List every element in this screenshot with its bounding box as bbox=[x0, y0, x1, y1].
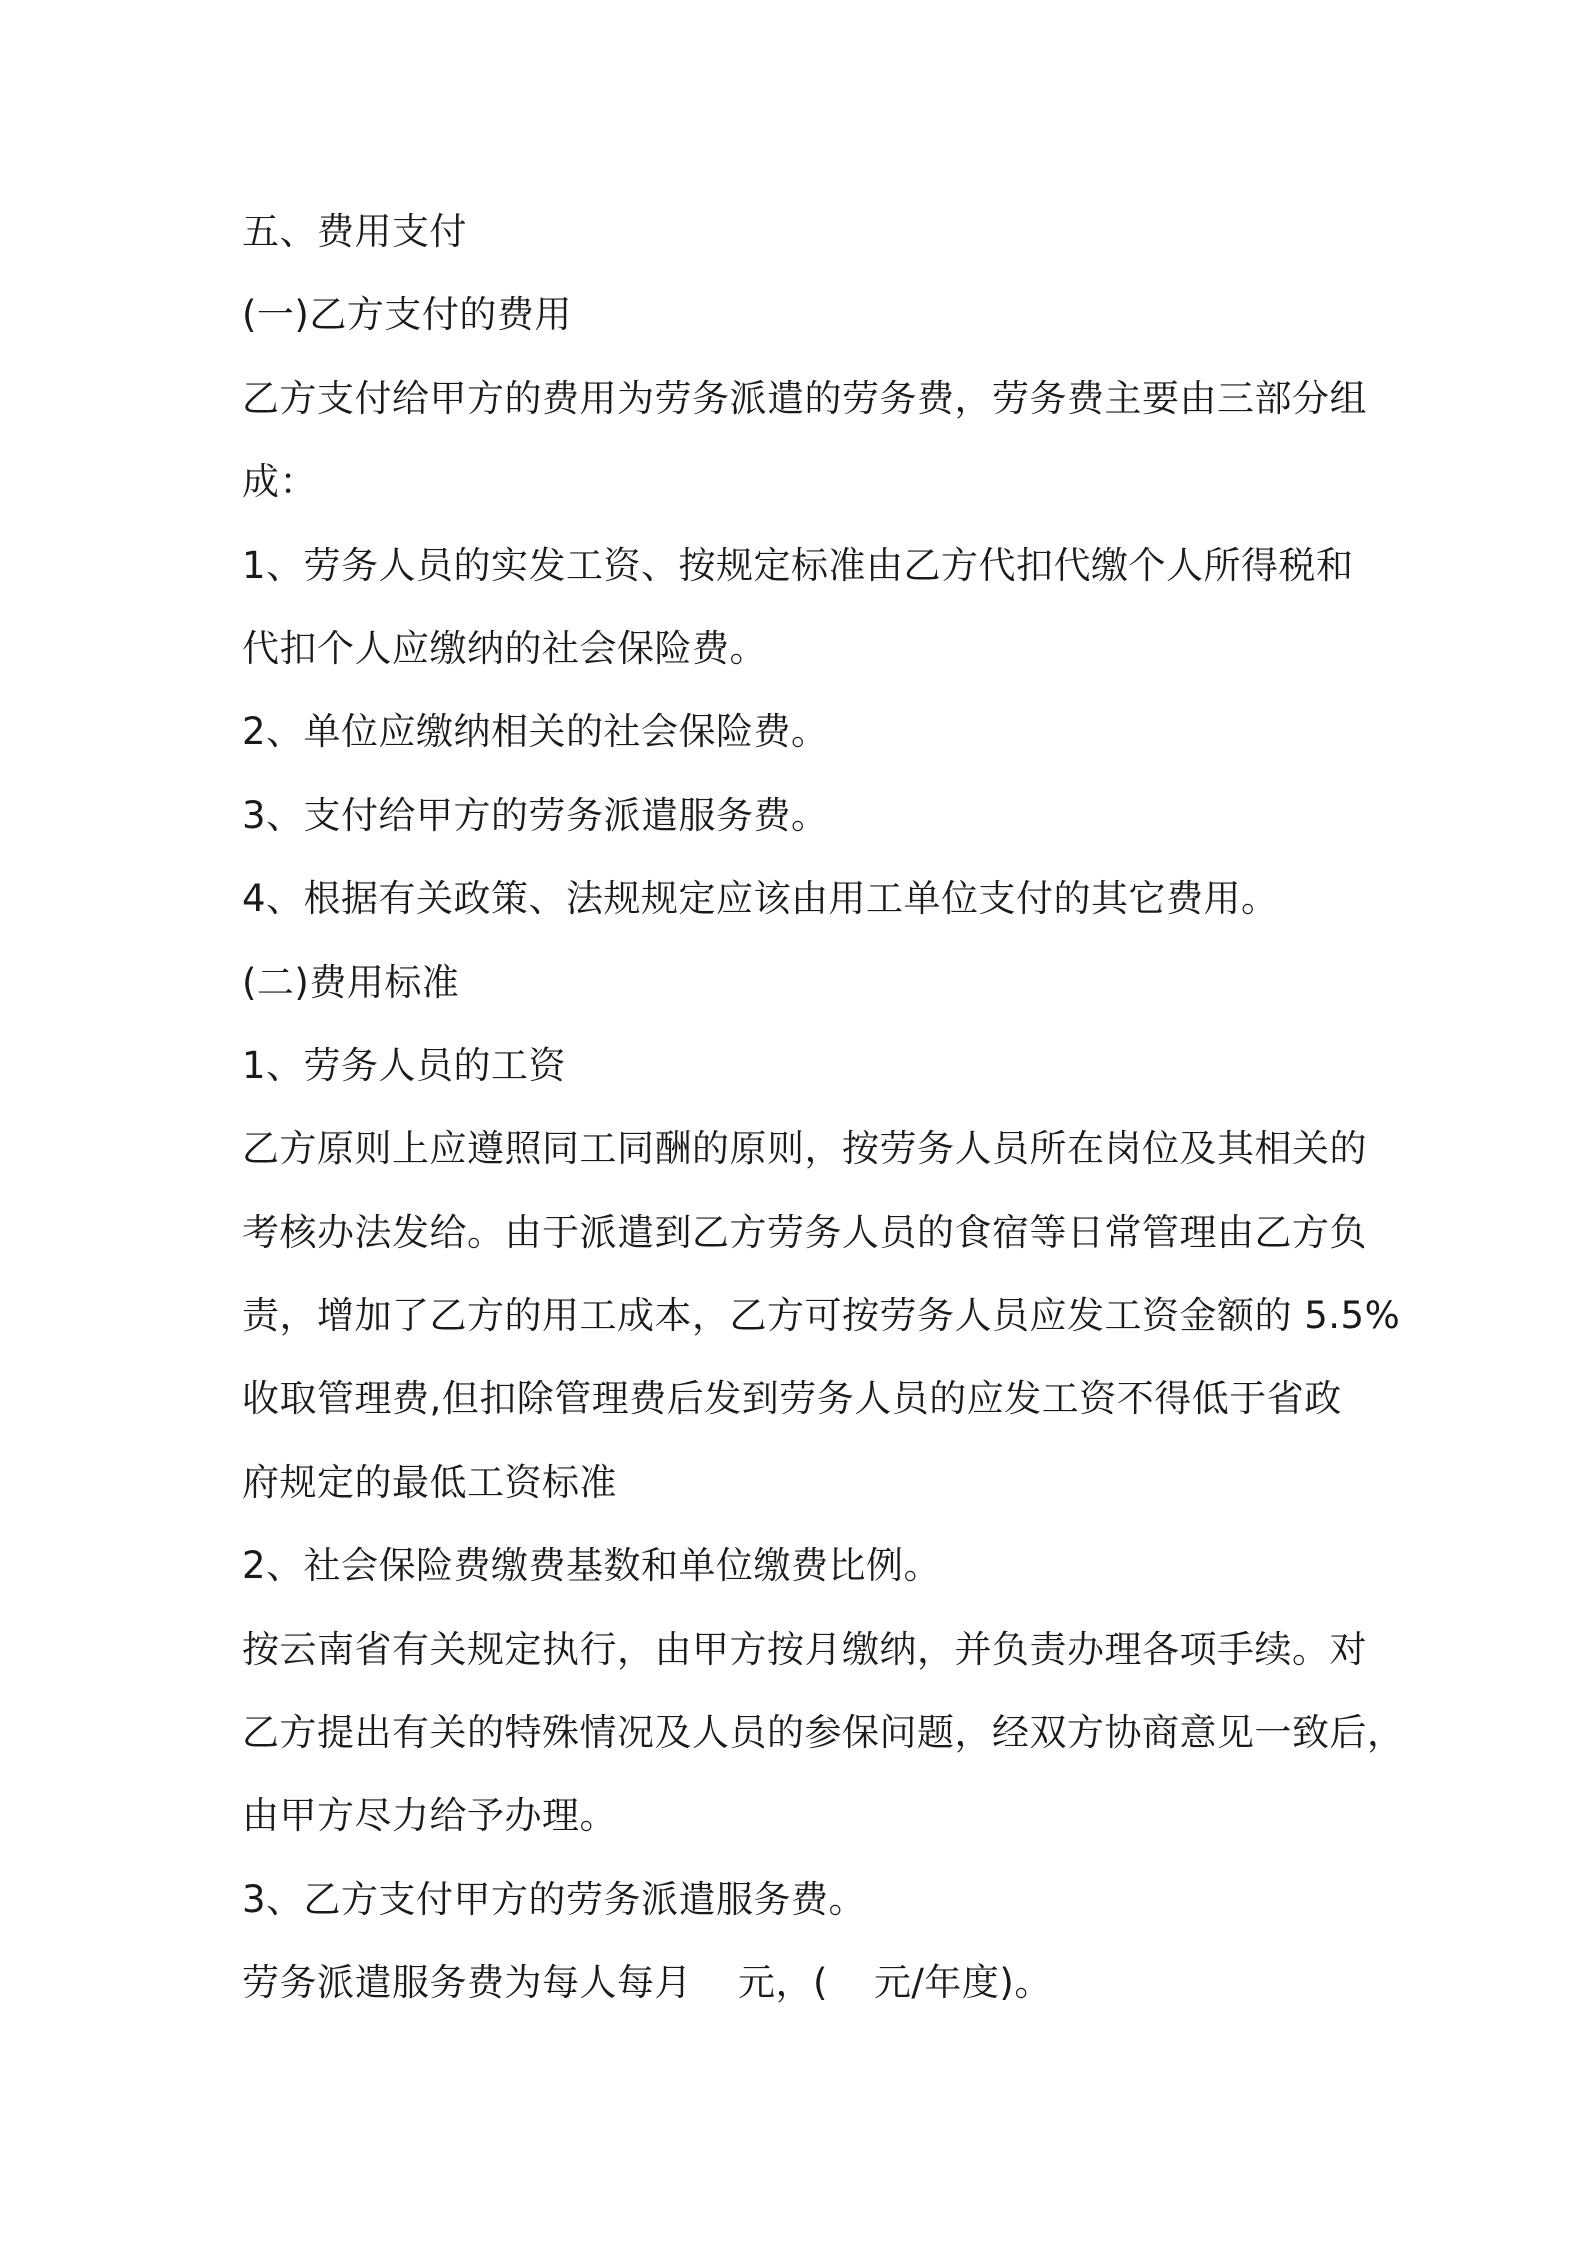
paragraph-line: 按云南省有关规定执行，由甲方按月缴纳，并负责办理各项手续。对 bbox=[242, 1627, 1367, 1671]
list-item: 1、劳务人员的工资 bbox=[242, 1043, 567, 1087]
document-body bbox=[242, 190, 1405, 2025]
paragraph-line: 府规定的最低工资标准 bbox=[242, 1460, 617, 1504]
list-item: 4、根据有关政策、法规规定应该由用工单位支付的其它费用。 bbox=[242, 877, 1279, 921]
list-item: 3、支付给甲方的劳务派遣服务费。 bbox=[242, 793, 829, 837]
subsection-heading: (二)费用标准 bbox=[242, 960, 460, 1004]
fee-text-part3: 元/年度)。 bbox=[873, 1961, 1052, 2005]
list-item-continuation: 代扣个人应缴纳的社会保险费。 bbox=[242, 626, 767, 670]
paragraph-line: 成： bbox=[242, 460, 317, 504]
paragraph-line: 责，增加了乙方的用工成本，乙方可按劳务人员应发工资金额的 5.5% bbox=[242, 1294, 1401, 1338]
list-item: 2、社会保险费缴费基数和单位缴费比例。 bbox=[242, 1544, 942, 1588]
list-item: 1、劳务人员的实发工资、按规定标准由乙方代扣代缴个人所得税和 bbox=[242, 543, 1354, 587]
list-item: 3、乙方支付甲方的劳务派遣服务费。 bbox=[242, 1877, 867, 1921]
fee-text-part1: 劳务派遣服务费为每人每月 bbox=[242, 1961, 692, 2005]
paragraph-line: 乙方原则上应遵照同工同酬的原则，按劳务人员所在岗位及其相关的 bbox=[242, 1127, 1367, 1171]
subsection-heading: (一)乙方支付的费用 bbox=[242, 293, 572, 337]
section-heading: 五、费用支付 bbox=[242, 210, 467, 253]
paragraph-line: 收取管理费,但扣除管理费后发到劳务人员的应发工资不得低于省政 bbox=[242, 1377, 1342, 1421]
paragraph-line: 乙方提出有关的特殊情况及人员的参保问题，经双方协商意见一致后， bbox=[242, 1711, 1405, 1755]
paragraph-line: 由甲方尽力给予办理。 bbox=[242, 1794, 617, 1838]
list-item: 2、单位应缴纳相关的社会保险费。 bbox=[242, 710, 829, 754]
fee-text-part2: 元，( bbox=[738, 1961, 828, 2005]
paragraph-line: 乙方支付给甲方的费用为劳务派遣的劳务费，劳务费主要由三部分组 bbox=[242, 376, 1367, 420]
fee-line bbox=[242, 1941, 1362, 2024]
paragraph-line: 考核办法发给。由于派遣到乙方劳务人员的食宿等日常管理由乙方负 bbox=[242, 1210, 1367, 1254]
